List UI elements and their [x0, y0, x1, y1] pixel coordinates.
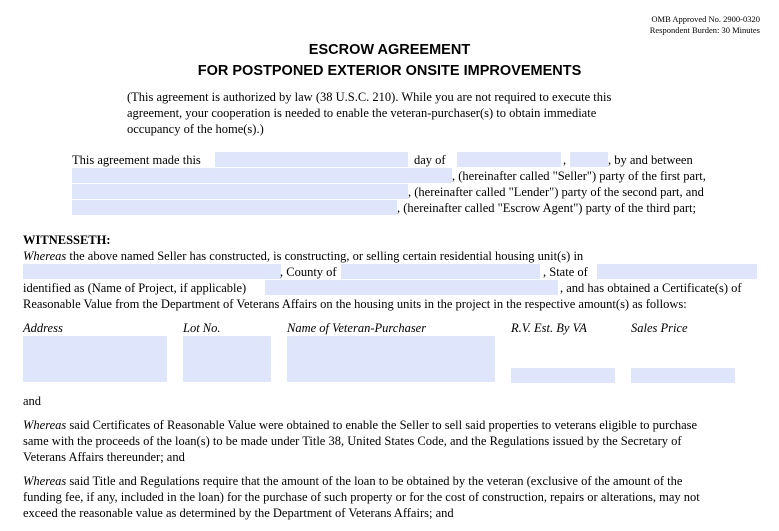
seller-clause: , (hereinafter called "Seller") party of the first part,: [452, 169, 706, 183]
veteran-name-input[interactable]: [287, 336, 495, 382]
paragraph-text: said Certificates of Reasonable Value were obtained to enable the Seller to sell said properties to veterans eligible to purchase: [66, 418, 698, 432]
witnesseth-heading: WITNESSETH:: [23, 233, 111, 247]
and-text: and: [23, 394, 42, 408]
column-header-rv-est: R.V. Est. By VA: [511, 321, 587, 335]
comma-label: ,: [563, 153, 567, 167]
escrow-agent-clause: , (hereinafter called "Escrow Agent") party of the third part;: [397, 201, 696, 215]
document-title: ESCROW AGREEMENT: [308, 42, 471, 58]
paragraph-text: said Title and Regulations require that the amount of the loan to be obtained by the veteran (exclusive of the amount of the: [66, 474, 683, 488]
reasonable-value-text: Reasonable Value from the Department of Veterans Affairs on the housing units in the project in the respective amount(s) as follows:: [23, 297, 687, 311]
year-input[interactable]: [570, 152, 608, 167]
county-of-label: , County of: [280, 265, 337, 279]
sales-price-input[interactable]: [631, 368, 735, 383]
whereas-word: Whereas: [23, 418, 67, 432]
paragraph-line: funding fee, if any, included in the loan) for the purchase of such property or for the cost of construction, repairs or alterations, may not: [23, 490, 700, 504]
notice-line: agreement, your cooperation is needed to enable the veteran-purchaser(s) to obtain immediate: [127, 106, 597, 120]
paragraph-line: Veterans Affairs thereunder; and: [23, 450, 185, 464]
project-name-input[interactable]: [265, 280, 558, 295]
column-header-lot: Lot No.: [183, 321, 221, 335]
lender-input[interactable]: [72, 184, 408, 199]
whereas-word: Whereas: [23, 474, 67, 488]
whereas-word: Whereas: [23, 249, 67, 263]
month-input[interactable]: [457, 152, 561, 167]
paragraph-line: [23, 417, 697, 433]
day-input[interactable]: [215, 152, 408, 167]
escrow-agent-input[interactable]: [72, 200, 397, 215]
paragraph-line: same with the proceeds of the loan(s) to be made under Title 38, United States Code, and the Regulations issued by the Secretary of: [23, 434, 682, 448]
address-input[interactable]: [23, 336, 167, 382]
county-input[interactable]: [341, 264, 540, 279]
lot-number-input[interactable]: [183, 336, 271, 382]
city-input[interactable]: [23, 264, 281, 279]
witnesseth-line: [23, 248, 583, 264]
notice-line: (This agreement is authorized by law (38 U.S.C. 210). While you are not required to execute this: [127, 90, 612, 104]
column-header-sales-price: Sales Price: [631, 321, 688, 335]
state-of-label: , State of: [543, 265, 588, 279]
agreement-made-this-label: This agreement made this: [72, 153, 201, 167]
by-and-between-label: , by and between: [608, 153, 693, 167]
document-subtitle: FOR POSTPONED EXTERIOR ONSITE IMPROVEMENTS: [197, 63, 582, 79]
seller-input[interactable]: [72, 168, 452, 183]
paragraph-line: [23, 473, 682, 489]
paragraph-line: exceed the reasonable value as determined by the Department of Veterans Affairs; and: [23, 506, 454, 520]
day-of-label: day of: [414, 153, 446, 167]
column-header-veteran: Name of Veteran-Purchaser: [287, 321, 427, 335]
lender-clause: , (hereinafter called "Lender") party of the second part, and: [408, 185, 704, 199]
identified-as-label: identified as (Name of Project, if applicable): [23, 281, 247, 295]
state-input[interactable]: [597, 264, 757, 279]
notice-line: occupancy of the home(s).): [127, 122, 264, 136]
column-header-address: Address: [23, 321, 63, 335]
witnesseth-text: the above named Seller has constructed, is constructing, or selling certain residential housing unit(s) in: [66, 249, 584, 263]
respondent-burden: Respondent Burden: 30 Minutes: [649, 25, 760, 35]
omb-number: OMB Approved No. 2900-0320: [651, 14, 760, 24]
rv-estimate-input[interactable]: [511, 368, 615, 383]
has-obtained-label: , and has obtained a Certificate(s) of: [560, 281, 742, 295]
